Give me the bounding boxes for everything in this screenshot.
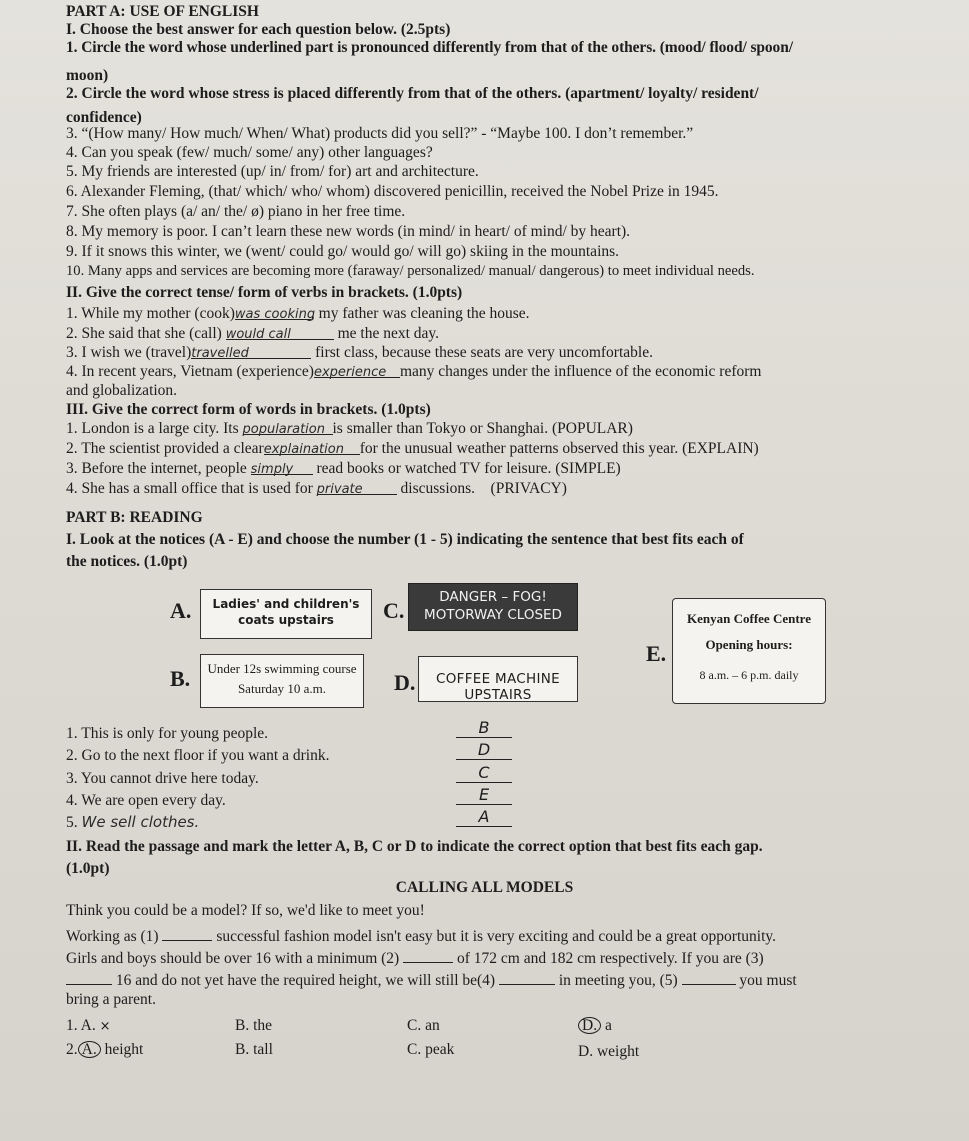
verb-question-2: 2. She said that she (call) would call me the next day. xyxy=(66,325,440,342)
notice-a: Ladies' and children's coats upstairs xyxy=(200,589,372,639)
selected-circle: D. xyxy=(578,1017,601,1034)
gap-1[interactable] xyxy=(162,926,212,941)
option-1c[interactable]: C. an xyxy=(407,1017,440,1034)
match-sentence-5: 5. We sell clothes. xyxy=(66,813,200,831)
option-1b[interactable]: B. the xyxy=(235,1017,273,1034)
word-question-3: 3. Before the internet, people simply read books or watched TV for leisure. (SIMPLE) xyxy=(66,460,621,477)
notice-e: Kenyan Coffee Centre Opening hours: 8 a.m. – 6 p.m. daily xyxy=(672,598,826,704)
match-sentence-3: 3. You cannot drive here today. xyxy=(66,770,259,787)
notice-d: COFFEE MACHINE UPSTAIRS xyxy=(418,656,578,702)
passage-line-5: bring a parent. xyxy=(66,991,156,1008)
question-2-line-a: 2. Circle the word whose stress is placed differently from that of the others. (apartment/ loyalty/ resident/ xyxy=(66,85,759,102)
option-2a[interactable]: 2. A. height xyxy=(66,1041,144,1058)
answer-field[interactable]: would call xyxy=(226,325,334,340)
option-1d[interactable]: D. a xyxy=(578,1016,612,1035)
gap-2[interactable] xyxy=(403,948,453,963)
question-10: 10. Many apps and services are becoming more (faraway/ personalized/ manual/ dangerous) to meet individual needs. xyxy=(66,263,755,279)
answer-field[interactable]: was cooking xyxy=(234,307,316,322)
section-1-heading: I. Choose the best answer for each question below. (2.5pts) xyxy=(66,21,451,38)
gap-3[interactable] xyxy=(66,970,112,985)
question-9: 9. If it snows this winter, we (went/ could go/ would go/ will go) skiing in the mountains. xyxy=(66,243,620,260)
match-answer-1[interactable]: B xyxy=(456,719,512,738)
option-2d[interactable]: D. weight xyxy=(578,1043,640,1060)
verb-question-4: 4. In recent years, Vietnam (experience)experience many changes under the influence of the economic reform xyxy=(66,363,762,380)
selected-circle: A. xyxy=(78,1041,101,1058)
verb-question-1: 1. While my mother (cook)was cooking, my father was cleaning the house. xyxy=(66,305,530,322)
match-answer-3[interactable]: C xyxy=(456,764,512,783)
section-2-heading: II. Give the correct tense/ form of verbs in brackets. (1.0pts) xyxy=(66,284,463,301)
answer-field[interactable]: explaination xyxy=(264,440,360,455)
match-answer-4[interactable]: E xyxy=(456,786,512,805)
passage-line-1: Think you could be a model? If so, we'd like to meet you! xyxy=(66,902,425,919)
part-b-title: PART B: READING xyxy=(66,509,203,526)
question-1-line-a: 1. Circle the word whose underlined part is pronounced differently from that of the others. (mood/ flood/ spoon/ xyxy=(66,39,793,56)
option-2b[interactable]: B. tall xyxy=(235,1041,273,1058)
question-3: 3. “(How many/ How much/ When/ What) products did you sell?” - “Maybe 100. I don’t remember.” xyxy=(66,125,694,142)
reading-1-heading-a: I. Look at the notices (A - E) and choose the number (1 - 5) indicating the sentence that best fits each of xyxy=(66,531,744,548)
match-sentence-2: 2. Go to the next floor if you want a drink. xyxy=(66,747,330,764)
section-3-heading: III. Give the correct form of words in brackets. (1.0pts) xyxy=(66,401,431,418)
option-1a[interactable]: 1. A. × xyxy=(66,1017,111,1034)
match-answer-2[interactable]: D xyxy=(456,741,512,760)
question-6: 6. Alexander Fleming, (that/ which/ who/ whom) discovered penicillin, received the Nobel Prize in 1945. xyxy=(66,183,719,200)
notice-d-label: D. xyxy=(394,670,416,695)
notice-b: Under 12s swimming course Saturday 10 a.m. xyxy=(200,654,364,708)
notice-c: DANGER – FOG! MOTORWAY CLOSED xyxy=(408,583,578,631)
part-a-title: PART A: USE OF ENGLISH xyxy=(66,3,259,20)
passage-line-3: Girls and boys should be over 16 with a minimum (2) of 172 cm and 182 cm respectively. If you are (3) xyxy=(66,950,764,967)
reading-2-heading-b: (1.0pt) xyxy=(66,860,110,877)
passage-line-4: 16 and do not yet have the required height, we will still be(4) in meeting you, (5) you must xyxy=(66,970,797,990)
option-2c[interactable]: C. peak xyxy=(407,1041,455,1058)
question-2-line-b: confidence) xyxy=(66,109,142,126)
passage-title: CALLING ALL MODELS xyxy=(395,879,574,896)
question-1-line-b: moon) xyxy=(66,67,109,84)
passage-line-2: Working as (1) successful fashion model isn't easy but it is very exciting and could be a great opportunity. xyxy=(66,928,777,945)
word-question-2: 2. The scientist provided a clearexplaination for the unusual weather patterns observed this year. (EXPLAIN) xyxy=(66,440,759,457)
notice-e-label: E. xyxy=(646,641,667,666)
answer-field[interactable]: experience xyxy=(314,363,400,378)
handwritten-sentence: We sell clothes. xyxy=(81,813,200,831)
question-4: 4. Can you speak (few/ much/ some/ any) other languages? xyxy=(66,144,433,161)
verb-question-3: 3. I wish we (travel)travelled first class, because these seats are very uncomfortable. xyxy=(66,344,653,361)
notice-c-label: C. xyxy=(383,598,405,623)
answer-field[interactable]: private xyxy=(317,480,397,495)
match-sentence-1: 1. This is only for young people. xyxy=(66,725,269,742)
gap-4[interactable] xyxy=(499,970,555,985)
word-question-1: 1. London is a large city. Its popularation is smaller than Tokyo or Shanghai. (POPULAR) xyxy=(66,420,633,437)
answer-field[interactable]: simply xyxy=(251,460,313,475)
notice-a-label: A. xyxy=(170,598,192,623)
question-7: 7. She often plays (a/ an/ the/ ø) piano in her free time. xyxy=(66,203,406,220)
reading-1-heading-b: the notices. (1.0pt) xyxy=(66,553,188,570)
word-question-4: 4. She has a small office that is used for private discussions. (PRIVACY) xyxy=(66,480,567,497)
answer-field[interactable]: travelled xyxy=(191,344,311,359)
match-sentence-4: 4. We are open every day. xyxy=(66,792,226,809)
gap-5[interactable] xyxy=(682,970,736,985)
verb-question-4-continued: and globalization. xyxy=(66,382,178,399)
match-answer-5[interactable]: A xyxy=(456,808,512,827)
question-5: 5. My friends are interested (up/ in/ from/ for) art and architecture. xyxy=(66,163,479,180)
cross-mark: × xyxy=(99,1019,111,1034)
question-8: 8. My memory is poor. I can’t learn these new words (in mind/ in heart/ of mind/ by heart). xyxy=(66,223,631,240)
notice-b-label: B. xyxy=(170,666,191,691)
answer-field[interactable]: popularation xyxy=(243,420,333,435)
reading-2-heading-a: II. Read the passage and mark the letter A, B, C or D to indicate the correct option that best fits each gap. xyxy=(66,838,763,855)
